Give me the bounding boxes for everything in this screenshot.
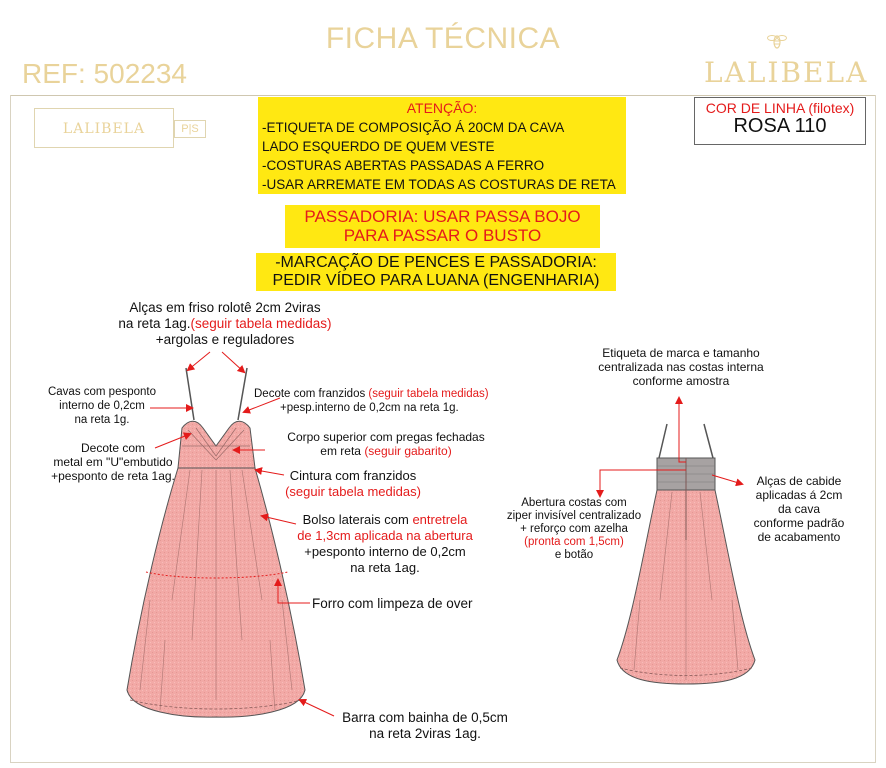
note-line: +pesp.interno de 0,2cm na reta 1g. (280, 402, 459, 414)
note-line: na reta 2viras 1ag. (369, 726, 481, 741)
size-label-tag: P|S (174, 120, 206, 138)
brand-label-tag: LALIBELA (34, 108, 174, 148)
note-text-highlight: (seguir gabarito) (364, 444, 452, 458)
note-line: ziper invisível centralizado (506, 510, 642, 522)
passadoria-line: PARA PASSAR O BUSTO (343, 226, 542, 245)
note-line: +pesponto interno de 0,2cm (304, 544, 466, 559)
thread-color-value: ROSA 110 (733, 115, 827, 137)
note-line: Cintura com franzidos (289, 468, 417, 483)
note-alcas-cabide (744, 474, 854, 544)
arrow-alcas-cabide (712, 475, 742, 484)
arrow-etiqueta-connector (679, 420, 686, 462)
note-line (266, 444, 506, 458)
front-strap-right (238, 368, 247, 420)
note-line: Abertura costas com (521, 497, 627, 509)
attention-line: -COSTURAS ABERTAS PASSADAS A FERRO (262, 158, 545, 173)
note-line (100, 316, 350, 332)
note-line: Alças de cabide (756, 474, 842, 488)
note-decote-franzidos (254, 387, 514, 415)
note-abertura (492, 497, 656, 562)
arrow-alcas-left (188, 352, 210, 370)
note-line: (pronta com 1,5cm) (524, 536, 624, 548)
note-alcas (100, 300, 350, 348)
note-text-highlight: entretrela (412, 512, 468, 527)
brand-logo: LALIBELA (704, 56, 869, 89)
marcacao-line: -MARCAÇÃO DE PENCES E PASSADORIA: (275, 254, 597, 271)
note-line: de 1,3cm aplicada na abertura (297, 528, 473, 543)
note-line: metal em "U"embutido (53, 455, 173, 469)
attention-line: LADO ESQUERDO DE QUEM VESTE (262, 139, 495, 154)
note-corpo (266, 430, 506, 458)
note-cavas (42, 385, 162, 427)
note-line: + reforço com azelha (520, 523, 628, 535)
note-text: em reta (320, 444, 365, 458)
note-line: centralizada nas costas interna (598, 360, 764, 374)
note-line: conforme padrão (753, 516, 845, 530)
note-line: interno de 0,2cm (59, 400, 145, 412)
note-line: aplicadas á 2cm (755, 488, 843, 502)
back-strap-left (659, 424, 667, 458)
note-line: +pesponto de reta 1ag. (51, 469, 175, 483)
note-line: e botão (554, 549, 594, 561)
back-strap-right (704, 424, 713, 458)
passadoria-line: PASSADORIA: USAR PASSA BOJO (304, 207, 581, 226)
note-line: na reta 1ag. (350, 560, 420, 575)
note-text: Bolso laterais com (302, 512, 413, 527)
note-line: Barra com bainha de 0,5cm (342, 710, 508, 725)
page-title: FICHA TÉCNICA (325, 22, 561, 55)
marcacao-line: PEDIR VÍDEO PARA LUANA (ENGENHARIA) (272, 272, 600, 289)
note-line: (seguir tabela medidas) (285, 484, 421, 499)
note-text: Decote com franzidos (254, 388, 369, 400)
note-line: conforme amostra (632, 374, 730, 388)
note-line: Corpo superior com pregas fechadas (287, 430, 485, 444)
note-etiqueta (586, 346, 776, 388)
note-text-highlight: (seguir tabela medidas) (368, 388, 489, 400)
note-text-highlight: (seguir tabela medidas) (190, 316, 332, 331)
note-line: na reta 1g. (74, 414, 130, 426)
note-line: Decote com (80, 441, 146, 455)
note-line: Cavas com pesponto (47, 386, 157, 398)
note-line: Etiqueta de marca e tamanho (602, 346, 760, 360)
note-line: da cava (777, 502, 821, 516)
note-line (285, 512, 485, 528)
note-decote-metal (38, 441, 188, 483)
note-cintura (278, 468, 428, 500)
reference-code: REF: 502234 (22, 58, 187, 89)
note-barra (330, 710, 520, 742)
note-line: de acabamento (757, 530, 841, 544)
note-line: Alças em friso rolotê 2cm 2viras (129, 300, 321, 315)
front-strap-left (186, 368, 194, 420)
attention-title: ATENÇÃO: (406, 100, 478, 116)
note-bolso (285, 512, 485, 576)
arrow-alcas-right (222, 352, 244, 372)
attention-line: -USAR ARREMATE EM TODAS AS COSTURAS DE RETA (262, 177, 616, 192)
note-line: +argolas e reguladores (155, 332, 295, 347)
attention-line: -ETIQUETA DE COMPOSIÇÃO Á 20CM DA CAVA (262, 120, 565, 135)
note-forro: Forro com limpeza de over (312, 596, 473, 611)
arrow-barra (300, 700, 334, 716)
thread-color-label: COR DE LINHA (filotex) (705, 100, 855, 116)
note-line (254, 387, 514, 401)
note-text: na reta 1ag. (118, 316, 191, 331)
front-bodice (178, 421, 255, 468)
